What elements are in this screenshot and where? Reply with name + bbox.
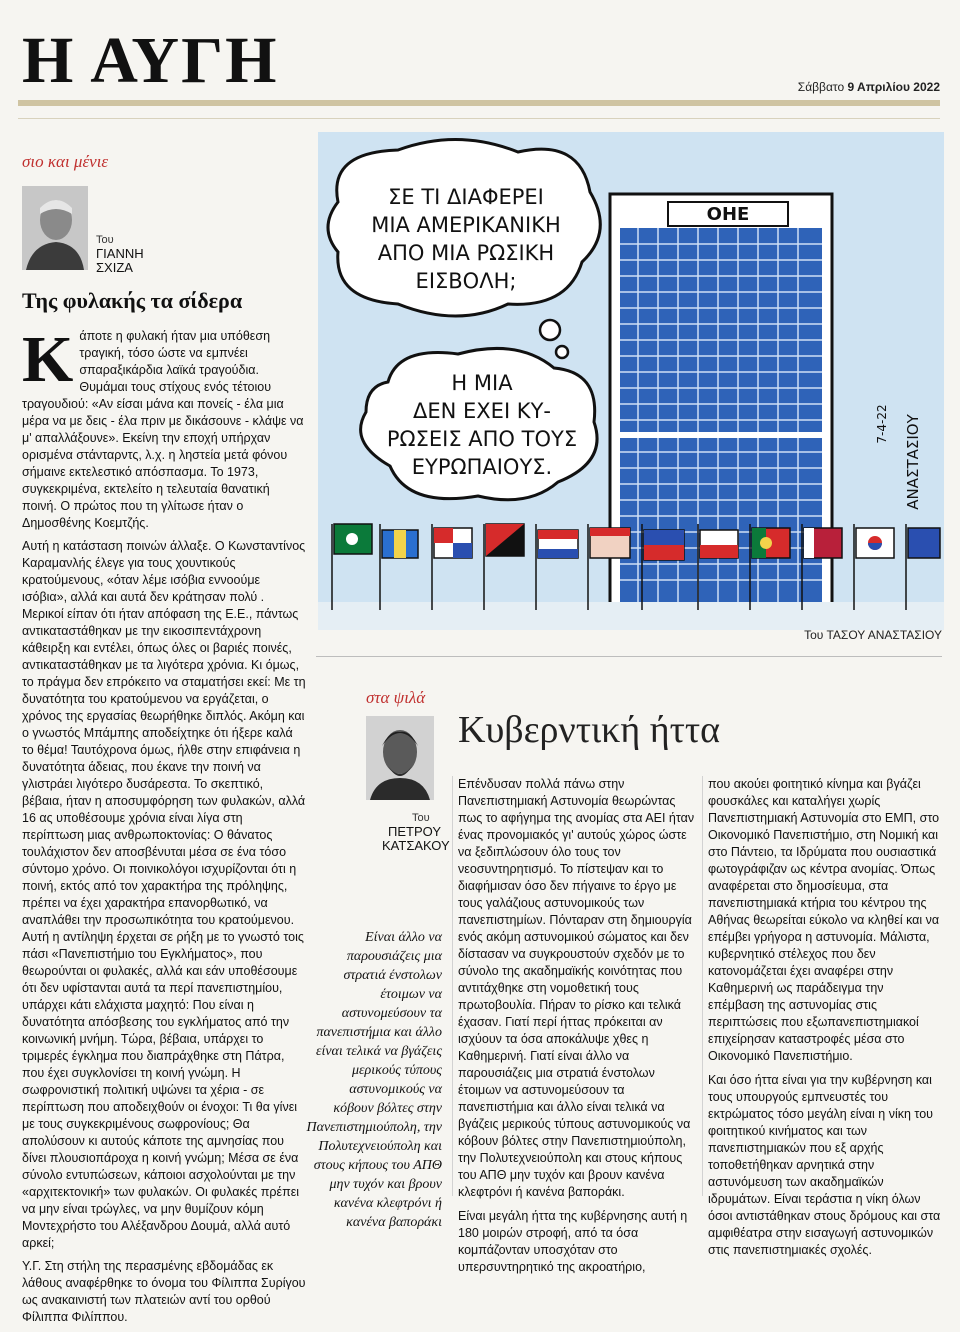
column2-paragraph: Είναι μεγάλη ήττα της κυβέρνησης αυτή η 180 μοιρών στροφή, από τα όσα κομπάζονταν υποσχόταν στο υπερσυντηρητικό της ακροατήριο, — [458, 1209, 688, 1274]
speech2-line: ΔΕΝ ΕΧΕΙ ΚΥ- — [413, 399, 551, 423]
speech1-line: ΕΙΣΒΟΛΗ; — [415, 269, 517, 293]
speech2-line: Η ΜΙΑ — [451, 371, 513, 395]
column1-paragraph — [22, 323, 307, 532]
masthead-title: Η ΑΥΓΗ — [22, 24, 279, 97]
column1-paragraph-text: άποτε η φυλακή ήταν μια υπόθεση τραγική, τόσο ώστε να εμπνέει σπαραξικάρδια λαϊκά τραγούδια. Θυμάμαι τους στίχους ενός τέτοιου τραγουδιού: «Αν είσαι μάνα και πονείς - έλα μια μέρα να με δεις - έλα πριν με δικάσουνε - κλάψε να μ' απαλλάξουνε». Εκείνη την εποχή υπήρχαν ορισμένα στάνταρντς, λ.χ. η ληστεία μετά φόνου σήμαινε εκτελεστικό απόσπασμα. Το 1973, συγκεκριμένα, εκτελείτο η τελευταία θανατική ποινή. Ο πρώτος που τη γλίτωσε ήταν ο Δημοσθένης Κοεμτζής. — [22, 329, 304, 530]
column2-paragraph: Επένδυσαν πολλά πάνω στην Πανεπιστημιακή Αστυνομία θεωρώντας πως το αφήγημα της ανομίας στα ΑΕΙ ήταν ένας προνομιακός γι' αυτούς χώρος ώστε να ξεδιπλώσουν όλο τους τον νεοσυντηρητισμό. Το πίστεψαν και το διαφήμισαν όσο δεν πήγαινε το έργο με τους γαλάζιους αστυνομικούς των πανεπιστημίων. Πόνταραν στη δημιουργία ενός ακόμη αστυνομικού σώματος και δεν δίστασαν να συγκρουστούν σχεδόν με το σύνολο της ακαδημαϊκής κοινότητας που αντιτάχθηκε στη νομοθετική τους πρωτοβουλία. Πήραν το ρίσκο και τελικά έχασαν. Γιατί περί ήττας πρόκειται αν ισχύουν τα όσα αποκάλυψε χθες η Καθημερινή. Γιατί είναι άλλο να παρουσιάζεις μια στρατιά ένστολων έτοιμων να αστυνομεύσουν τα πανεπιστήμια και άλλο είναι τελικά να βγάζεις μερικούς τύπους αστυνομικούς να κόβουν βόλτες στην Πανεπιστημιούπολη, την Πολυτεχνειούπολη και στους κήπους του ΑΠΘ μην τυχόν και βρουν κανένα κλεφτρόνι ή κανένα βαποράκι. — [458, 777, 695, 1199]
column1-author-prefix: Του — [96, 234, 114, 246]
date-value: 9 Απριλίου 2022 — [847, 80, 940, 94]
speech-bubble-answer — [361, 348, 597, 499]
column2-pullquote: Είναι άλλο να παρουσιάζεις μια στρατιά ένστολων έτοιμων να αστυνομεύσουν τα πανεπιστήμια και άλλο είναι τελικά να βγάζεις μερικούς τύπους αστυνομικούς να κόβουν βόλτες στην Πανεπιστημιούπολη, την Πολυτεχνειούπολη και στους κήπους του ΑΠΘ μην τυχόν και βρουν κανένα κλεφτρόνι ή κανένα βαποράκι — [306, 930, 442, 1230]
column1-author-line2: ΣΧΙΖΑ — [96, 260, 133, 275]
credit-prefix: Του — [804, 628, 827, 642]
column1-author-line1: ΓΙΑΝΝΗ — [96, 246, 144, 261]
column2-headline: Κυβερντική ήττα — [458, 709, 721, 751]
cartoon-credit — [804, 628, 942, 642]
speech1-line: ΜΙΑ ΑΜΕΡΙΚΑΝΙΚΗ — [371, 213, 561, 237]
section-divider — [316, 656, 942, 657]
column2-right-body — [708, 776, 942, 1266]
column2-paragraph: που ακούει φοιτητικό κίνημα και βγάζει φουσκάλες και καταλήγει χωρίς Πανεπιστημιακή Αστυνομία στο ΕΜΠ, στο Οικονομικό Πανεπιστήμιο, στη Νομική και στο Πάντειο, τα Ιδρύματα που ουσιαστικά φωτογράφιζαν ως κέντρα ανομίας. Όπως αναφέρεται στο δημοσίευμα, στα πανεπιστημιακά κτήρια του κέντρου της Αθήνας θεωρείται εύκολο να κληθεί και να επέμβει γρήγορα η αστυνομία. Μάλιστα, κυβερνητικό στέλεχος που δεν κατονομάζεται έχει αναφέρει στην Καθημερινή ως παράδειγμα την επέμβαση της αστυνομίας στις περιπτώσεις που εξωπανεπιστημιακοί επιχείρησαν καταστροφές μέσα στο Οικονομικό Πανεπιστήμιο. — [708, 777, 940, 1063]
speech1-line: ΣΕ ΤΙ ΔΙΑΦΕΡΕΙ — [388, 185, 544, 209]
author-photo-katsakou — [366, 716, 434, 800]
cartoonist-signature: ΑΝΑΣΤΑΣΙΟΥ — [904, 414, 922, 510]
speech2-line: ΡΩΣΕΙΣ ΑΠΟ ΤΟΥΣ — [386, 427, 578, 451]
column1-paragraph: Υ.Γ. Στη στήλη της περασμένης εβδομάδας εκ λάθους αναφέρθηκε το όνομα του Φίλιππα Συρίγου ως ανακαινιστή των πλατειών αντί του ορθού Φίλιππα Φιλίππου. — [22, 1259, 306, 1324]
column2-paragraph: Και όσο ήττα είναι για την κυβέρνηση και τους υπουργούς εμπνευστές του εκτρώματος τόσο μεγάλη είναι η νίκη του φοιτητικού κινήματος και των πανεπιστημιακών που εξ αρχής τοποθετήθηκαν αρνητικά στην αστυνόμευση των ακαδημαϊκών ιδρυμάτων. Είναι τεράστια η νίκη όλων όσοι αντιστάθηκαν στους δρόμους και στα αμφιθέατρα στην εισαγωγή αστυνομικών στις πανεπιστημιακές σχολές. — [708, 1073, 941, 1257]
column1-headline: Της φυλακής τα σίδερα — [22, 288, 243, 313]
author-photo-schizas — [22, 186, 88, 270]
column-divider — [452, 776, 453, 1196]
column1-kicker: σιο και μένιε — [22, 152, 109, 171]
speech1-line: ΑΠΟ ΜΙΑ ΡΩΣΙΚΗ — [377, 241, 555, 265]
date-prefix: Σάββατο — [797, 80, 848, 94]
issue-date — [798, 80, 940, 94]
speech2-line: ΕΥΡΩΠΑΙΟΥΣ. — [411, 455, 553, 479]
masthead-rule-thin — [18, 118, 940, 119]
column1-paragraph: Αυτή η κατάσταση ποινών άλλαξε. Ο Κωνσταντίνος Καραμανλής έλεγε για τους χουντικούς κρατούμενους, «όταν λέμε ισόβια εννοούμε ισόβια», αλλά και αυτά δεν κράτησαν πολύ . Μερικοί είπαν ότι ήταν απόφαση της Ε.Ε., πάντως αντικαταστάθηκαν με την εικοσιπεντάχρονη κάθειρξη και εντέλει, όπως όλες οι βαριές ποινές, αντικαταστάθηκαν με τα λιγότερα χρόνια. Κι όμως, το πράγμα δεν επρόκειτο να σταματήσει εκεί: Με τη δυνατότητα του κρατούμενου να εργάζεται, ο χρόνος της εργασίας θεωρήθηκε διπλός. Ακόμη και ο γνωστός Μπάμπης αποδείχτηκε ότι ήξερε καλά το θέμα! Ταυτόχρονα όμως, ήλθε στην επιφάνεια η δυνατότητα άδειας, που έκανε την ποινή να γλιστράει λιγότερο δυσάρεστα. Το σκεπτικό, βέβαια, ήταν η αποσυμφόρηση των φυλακών, αλλά 16 ας υποθέσουμε χρόνια είναι λίγα στη περίπτωση μιας ανθρωποκτονίας: Ο θάνατος τουλάχιστον δεν αποσβένυται μέσα σε ένα τόσο σύντομο χρόνο. Οι ποινικολόγοι ισχυρίζονται ότι η ποινή, εκτός από τον χαρακτήρα της πρόληψης, πρέπει να έχει χαρακτήρα επανορθωτικό, να αναπλάθει την προσωπικότητα του κρατούμενου. Αυτή η αντίληψη έρχεται σε ρήξη με το γνωστό τοις πάσι «Πανεπιστήμιο του Εγκλήματος», που θεωρούνται οι φυλακές, αλλά και εάν υποθέσουμε ότι δεν υφίστανται αυτά τα περί πανεπιστημίου, υπάρχει κάτι ελάχιστα μαχητό: Που είναι η δυνατότητα απόσβεσης του εγκλήματος από την κοινωνική μνήμη. Τώρα, βέβαια, υπάρχει το τριμερές έγκλημα που διαπράχθηκε στη Πάτρα, που έχει συγκλονίσει τη κοινή γνώμη. Η σωφρονιστική πολιτική υψώνει τα χέρια - σε περίπτωση που αποδειχθούν οι ένοχοι: Τι θα γίνει με τους συγκεκριμένους σωφρονίους; Θα απολύσουν κι αυτούς κάποτε της αμνησίας που δίνει πλουσιοπάροχα η κοινή γνώμη; Μέσα σε ένα σύνολο εντυπώσεων, κάποιοι ασχολούνται με την «αρχιτεκτονική» των φυλακών. Οι φυλακές πρέπει να μην είναι τρώγλες, να μην θυμίζουν κόμη Μοντεχρήστο του Αλέξανδρου Δουμά, αλλά αυτό αρκεί; — [22, 539, 306, 1250]
column2-author-prefix: Του — [412, 812, 430, 824]
column2-author-line1: ΠΕΤΡΟΥ — [388, 824, 442, 839]
dropcap: Κ — [22, 323, 74, 396]
credit-name: ΤΑΣΟΥ ΑΝΑΣΤΑΣΙΟΥ — [826, 628, 942, 642]
building-sign: ΟΗΕ — [706, 204, 750, 225]
column2-author-line2: ΚΑΤΣΑΚΟΥ — [382, 838, 450, 853]
column1-body — [22, 323, 307, 1332]
column2-kicker: στα ψιλά — [366, 688, 426, 707]
cartoon — [318, 132, 944, 630]
masthead-rule — [18, 100, 940, 106]
column-divider — [702, 776, 703, 1196]
column2-middle-body — [458, 776, 698, 1283]
cartoon-illustration — [318, 132, 944, 630]
cartoon-date: 7-4-22 — [875, 404, 889, 444]
